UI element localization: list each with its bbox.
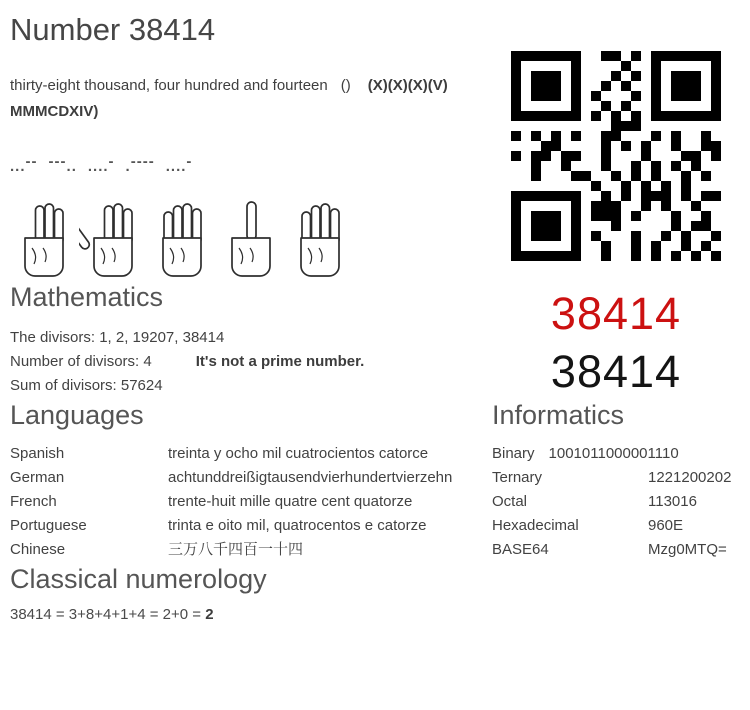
equation-prefix: 38414 = 3+8+4+1+4 = 2+0 = [10,606,206,623]
divisor-sum-line: Sum of divisors: 57624 [10,377,163,394]
finger-sign-4-icon [148,196,214,280]
language-row [10,514,492,538]
language-label: Spanish [10,445,65,462]
qr-code-icon [511,51,721,261]
language-value: trente-huit mille quatre cent quatorze [168,493,413,510]
morse-group: .---- [125,153,155,175]
language-value: trinta e oito mil, quatrocentos e catorze [168,517,427,534]
numerology-equation [10,606,492,624]
morse-group: ....- [165,153,193,175]
informatics-value: 1001011000001110 [548,445,679,462]
languages-table [10,442,492,562]
right-column [492,0,740,624]
informatics-label: Octal [492,493,528,510]
morse-group: ...-- [10,153,38,175]
language-row [10,442,492,466]
informatics-table [492,442,740,562]
informatics-row [492,490,740,514]
number-description [10,73,476,125]
informatics-value: 960E [648,517,684,534]
divisors-line: The divisors: 1, 2, 19207, 38414 [10,329,225,346]
language-value: achtunddreißigtausendvierhundertvierzehn [168,469,453,486]
morse-group: ....- [87,153,115,175]
informatics-row [492,442,740,466]
finger-sign-8-icon [79,196,145,280]
equation-result: 2 [205,606,214,623]
finger-sign-3-icon [10,196,76,280]
language-value: 三万八千四百一十四 [168,541,304,558]
parentheses-text: () [340,77,351,94]
morse-group: ---.. [48,153,77,175]
page-title: Number 38414 [10,12,216,47]
number-display-red: 38414 [550,288,682,339]
left-column [10,0,492,624]
section-heading-numerology: Classical numerology [10,564,267,594]
divisor-count-line [10,350,492,374]
number-word-form: thirty-eight thousand, four hundred and fourteen [10,77,328,94]
morse-code [10,153,492,175]
divisor-count: Number of divisors: 4 [10,353,152,370]
informatics-label: Binary [492,445,535,462]
section-heading-languages: Languages [10,400,144,430]
number-display-black: 38414 [550,346,682,397]
roman-numeral: (X)(X)(X)(V)MMMCDXIV) [10,77,448,120]
language-label: Portuguese [10,517,87,534]
informatics-value: 1221200202 [648,469,732,486]
language-label: German [10,469,65,486]
informatics-row [492,514,740,538]
informatics-row [492,538,740,562]
informatics-value: 113016 [648,493,697,510]
hand-signs [10,196,355,280]
language-label: French [10,493,57,510]
section-heading-informatics: Informatics [492,400,625,430]
finger-sign-1-icon [217,196,283,280]
mathematics-facts [10,326,492,398]
finger-sign-4-icon [286,196,352,280]
informatics-label: Hexadecimal [492,517,579,534]
language-row [10,466,492,490]
language-row [10,490,492,514]
informatics-label: BASE64 [492,541,549,558]
informatics-value: Mzg0MTQ= [648,541,727,558]
language-value: treinta y ocho mil cuatrocientos catorce [168,445,429,462]
informatics-label: Ternary [492,469,543,486]
language-label: Chinese [10,541,66,558]
section-heading-mathematics: Mathematics [10,282,164,312]
language-row [10,538,492,562]
prime-note: It's not a prime number. [195,353,365,370]
informatics-row [492,466,740,490]
